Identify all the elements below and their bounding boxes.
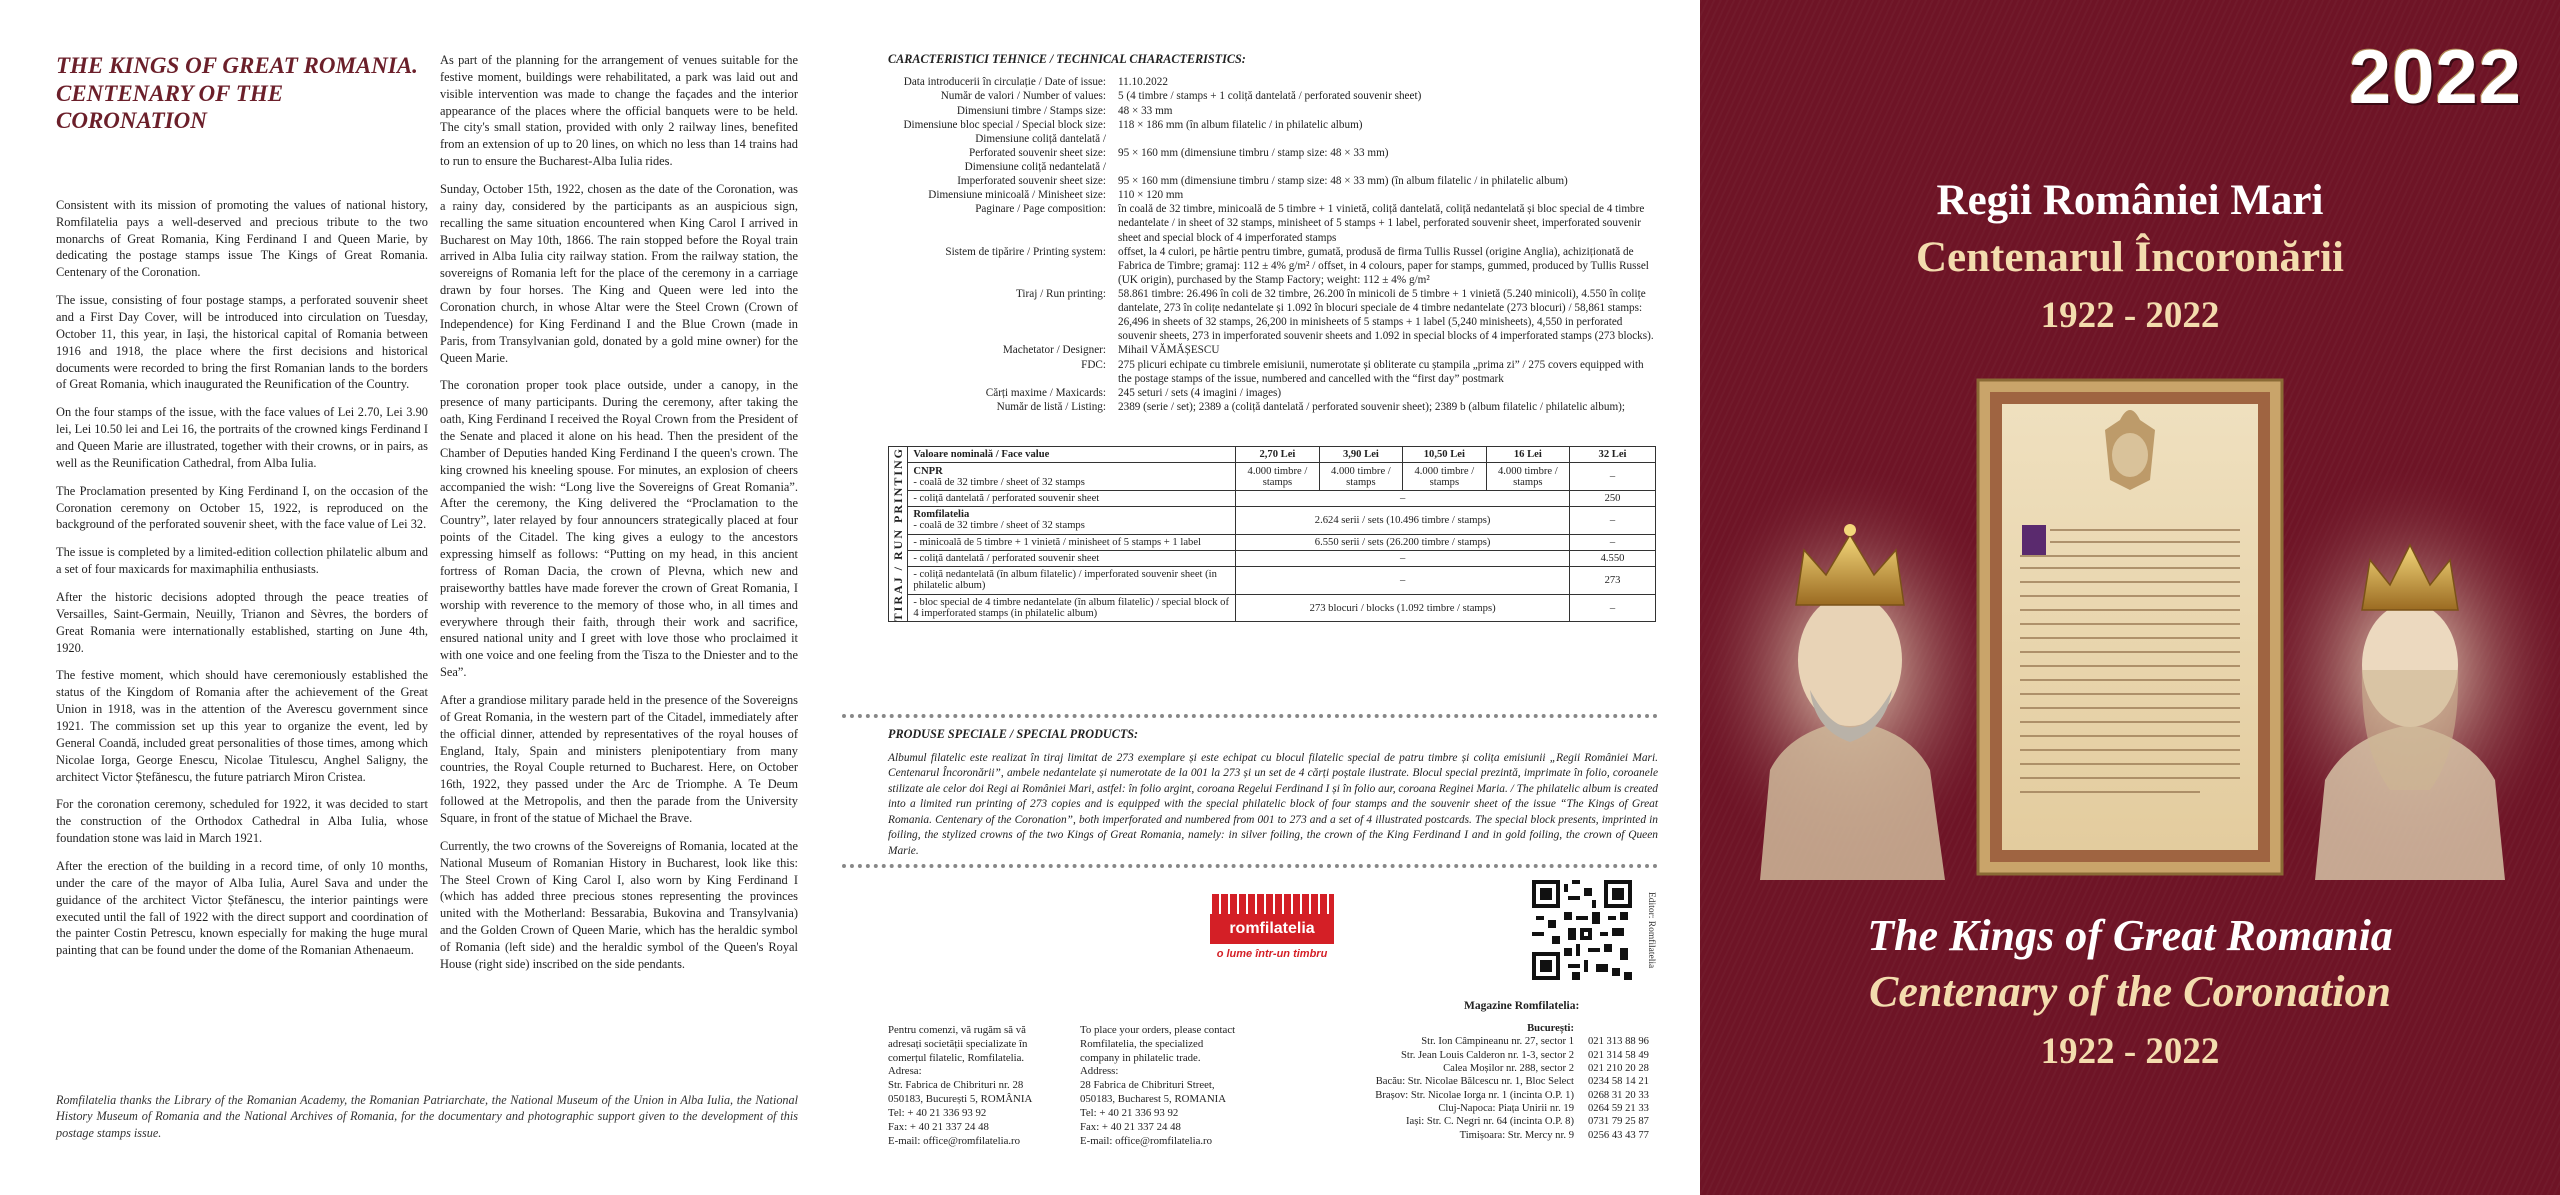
spec-value: în coală de 32 timbre, minicoală de 5 timbre + 1 vinietă, coliță dantelată, coliță nedantelată și bloc special de 4 timbre nedantelate / in sheet of 32 stamps, minisheet of 5 stamps + 1 label, perforated souvenir sheet, imperforated souvenir sheet and special block of 4 imperforated stamps xyxy=(1118,203,1645,244)
store-address: Brașov: Str. Nicolae Iorga nr. 1 (incinta O.P. 1) xyxy=(1375,1089,1574,1101)
acknowledgements: Romfilatelia thanks the Library of the Romanian Academy, the Romanian Patriarchate, the National Museum of the Union in Alba Iulia, the National History Museum of Romania and the National Archives of Romania, for the documentary and photographic support given to the development of this postage stamps issue. xyxy=(56,1093,798,1140)
list-item xyxy=(1360,1035,1660,1048)
cover-year: 2022 xyxy=(2348,35,2522,120)
cover-years-ro: 1922 - 2022 xyxy=(2040,295,2220,336)
address-line: Tel: + 40 21 336 93 92 xyxy=(1080,1106,1179,1119)
magazine-list xyxy=(1360,1022,1660,1142)
address-line: 28 Fabrica de Chibrituri Street, xyxy=(1080,1079,1215,1092)
address-line: Adresa: xyxy=(888,1065,922,1078)
spec-label: Număr de listă / Listing: xyxy=(996,400,1106,413)
coronation-artwork xyxy=(1700,370,2560,880)
paragraph: On the four stamps of the issue, with the face values of Lei 2.70, Lei 3.90 lei, Lei 10.50 lei and Lei 16, the portraits of the crowned kings Ferdinand I and Queen Marie are illustrated, together with their crowns, or in pairs, as well as the Reunification Cathedral, from Alba Iulia. xyxy=(56,405,428,470)
store-phone: 0731 79 25 87 xyxy=(1588,1116,1649,1128)
spec-value: 48 × 33 mm xyxy=(1118,104,1173,117)
table-row: CNPR - coală de 32 timbre / sheet of 32 stamps 4.000 timbre / stamps 4.000 timbre / stamps 4.000 timbre / stamps 4.000 timbre / stamps – xyxy=(889,463,1656,491)
paragraph: Consistent with its mission of promoting the values of national history, Romfilatelia pays a well-deserved and precious tribute to the two monarchs of Great Romania, King Ferdinand I and Queen Marie, by dedicating the postage stamps issue The Kings of Great Romania. Centenary of the Coronation. xyxy=(56,197,428,280)
address-line: Fax: + 40 21 337 24 48 xyxy=(888,1120,989,1133)
table-row: - coliță dantelată / perforated souvenir sheet – 4.550 xyxy=(889,550,1656,566)
store-address: Str. Jean Louis Calderon nr. 1-3, sector 2 xyxy=(1400,1049,1574,1061)
column-1-paragraphs xyxy=(56,197,428,959)
spec-label: Data introducerii în circulație / Date of issue: xyxy=(903,76,1106,89)
spec-value: 118 × 186 mm (în album filatelic / in philatelic album) xyxy=(1118,118,1363,131)
store-address: Bacău: Str. Nicolae Bălcescu nr. 1, Bloc Select xyxy=(1375,1076,1574,1088)
spec-label: Dimensiune minicoală / Minisheet size: xyxy=(928,189,1106,202)
table-row: - bloc special de 4 timbre nedantelate (în album filatelic) / special block of 4 imperforated stamps (in philatelic album) 273 blocuri / blocks (1.092 timbre / stamps) – xyxy=(889,594,1656,622)
paragraph: Sunday, October 15th, 1922, chosen as the date of the Coronation, was a rainy day, considered by the participants as an auspicious sign, recalling the same situation encountered when King Carol I arrived in Bucharest on May 10th, 1866. The rain stopped before the Royal train arrived in Alba Iulia city railway station. From the railway station, the sovereigns of Romania left for the place of the ceremony in a carriage drawn by four horses. The King and Queen were led into the Coronation church, in whose Altar were the Steel Crown (Crown of Independence) for King Ferdinand I and the Blue Crown (made in Paris, from Transylvanian gold, donated by a gold mine owner) for the Queen Marie. xyxy=(440,182,798,365)
spec-label: Perforated souvenir sheet size: xyxy=(969,146,1106,159)
spec-row xyxy=(888,160,1658,174)
king-ferdinand-portrait xyxy=(1700,460,2020,880)
store-address: Str. Ion Câmpineanu nr. 27, sector 1 xyxy=(1421,1036,1574,1048)
store-phone: 0234 58 14 21 xyxy=(1588,1076,1649,1088)
list-item xyxy=(1360,1102,1660,1115)
address-line: E-mail: office@romfilatelia.ro xyxy=(1080,1134,1213,1147)
spec-row xyxy=(888,132,1658,146)
spec-label: Imperforated souvenir sheet size: xyxy=(957,175,1106,188)
paragraph: As part of the planning for the arrangement of venues suitable for the festive moment, buildings were rehabilitated, a park was laid out and visible intervention was made to change the façades and the interior appearance of the places where the official banquets were to be held. The city's small station, provided with only 2 railway lines, benefited from an extension of up to 20 lines, on which no less than 14 trains had to run to ensure the Bucharest-Alba Iulia rides. xyxy=(440,53,798,169)
proclamation-document xyxy=(1978,380,2282,874)
paragraph: After the erection of the building in a record time, of only 10 months, under the care of the mayor of Alba Iulia, Aurel Sava and under the guidance of the architect Victor Ștefănescu, the interior paintings were executed until the fall of 1922 with the direct support and coordination of the painter Costin Petrescu, known especially for making the huge mural painting that can be found under the dome of the Romanian Athenaeum. xyxy=(56,859,428,958)
spec-label: Dimensiune bloc special / Special block size: xyxy=(903,118,1106,131)
store-phone: 0264 59 21 33 xyxy=(1588,1103,1649,1115)
paragraph: The coronation proper took place outside, under a canopy, in the presence of many participants. During the ceremony, after taking the oath, King Ferdinand I received the Royal Crown from the President of the Senate and placed it alone on his head. Then the president of the Chamber of Deputies handed King Ferdinand I the queen's crown. The king crowned his kneeling spouse. For minutes, an explosion of cheers accompanied the wish: “Long live the Sovereigns of Great Romania”. After the ceremony, the King delivered the “Proclamation to the Country”, later relayed by four announcers strategically placed at four points of the Citadel. The king gives a eulogy to the ancestors expressing himself as follows: “Putting on my head, in this ancient fortress of Roman Dacia, the crown of Plevna, which new and praiseworthy battles have made forever the crown of Great Romania, I worship with reverence to the memory of those who, in all times and everywhere through their faith, through their work and sacrifice, ensured national unity and I greet with love those who proclaimed it with one voice and one feeling from the Tisza to the Dniester and to the Sea”. xyxy=(440,378,798,680)
paragraph: The issue is completed by a limited-edition collection philatelic album and a set of four maxicards for maximaphilia enthusiasts. xyxy=(56,545,428,577)
list-item xyxy=(1360,1089,1660,1102)
run-printing-table xyxy=(888,446,1656,622)
store-address: Calea Moșilor nr. 288, sector 2 xyxy=(1443,1063,1574,1075)
dotted-divider xyxy=(842,864,1658,868)
address-line: Fax: + 40 21 337 24 48 xyxy=(1080,1120,1181,1133)
spec-value xyxy=(1118,160,1658,174)
spec-label: Tiraj / Run printing: xyxy=(1015,288,1106,301)
romfilatelia-logo: romfilatelia o lume într-un timbru xyxy=(1207,894,1337,972)
spec-row xyxy=(888,358,1658,386)
address-line: Romfilatelia, the specialized xyxy=(1080,1037,1204,1050)
table-header: 3,90 Lei xyxy=(1319,447,1402,463)
spec-row xyxy=(888,343,1658,357)
magazine-title: Magazine Romfilatelia: xyxy=(1464,1000,1580,1012)
store-address: Cluj-Napoca: Piața Unirii nr. 19 xyxy=(1438,1103,1574,1115)
article-column-2 xyxy=(440,52,798,984)
address-line: 050183, Bucharest 5, ROMANIA xyxy=(1080,1093,1227,1106)
spec-label: Dimensiuni timbre / Stamps size: xyxy=(956,104,1106,117)
page-title: THE KINGS OF GREAT ROMANIA. CENTENARY OF THE CORONATION xyxy=(56,53,418,134)
spec-value: 110 × 120 mm xyxy=(1118,189,1184,202)
special-title: PRODUSE SPECIALE / SPECIAL PRODUCTS: xyxy=(888,727,1139,741)
table-header: 10,50 Lei xyxy=(1403,447,1486,463)
table-row: - minicoală de 5 timbre + 1 vinietă / minisheet of 5 stamps + 1 label 6.550 serii / sets (26.200 timbre / stamps) – xyxy=(889,534,1656,550)
spec-row xyxy=(888,174,1658,188)
spec-label: Machetator / Designer: xyxy=(1002,344,1106,357)
store-address: Timișoara: Str. Mercy nr. 9 xyxy=(1459,1129,1574,1141)
address-line: comerțul filatelic, Romfilatelia. xyxy=(888,1051,1025,1064)
spec-value: 245 seturi / sets (4 imagini / images) xyxy=(1118,386,1282,399)
article-column-1 xyxy=(56,52,428,970)
cover-subtitle-ro: Centenarul Încoronării xyxy=(1915,234,2344,281)
table-header: 2,70 Lei xyxy=(1236,447,1319,463)
store-phone: 0268 31 20 33 xyxy=(1588,1089,1649,1101)
queen-marie-portrait xyxy=(2240,460,2560,880)
list-item xyxy=(1360,1075,1660,1088)
spec-row xyxy=(888,287,1658,343)
special-body: Albumul filatelic este realizat în tiraj limitat de 273 exemplare și este echipat cu blocul filatelic special de patru timbre și colița emisiunii „Regii României Mari. Centenarul Încoronării”, ambele nedantelate și numerotate de la 001 la 273 și un set de 4 cărți poștale ilustrate. Blocul special prezintă, imprimate în folio, coroanele stilizate ale celor doi Regi ai României Mari, astfel: în folio argint, coroana Regelui Ferdinand I și în folio aur, coroana Reginei Maria. / The philatelic album is created into a limited run printing of 273 copies and is equipped with the special philatelic block of four stamps and the souvenir sheet of the issue “The Kings of Great Romania. Centenary of the Coronation”, both imperforated and numbered from 001 to 273 and a set of 4 illustrated postcards. The special block presents, imprinted in foiling, the stylized crowns of the two Kings of Great Romania, namely: in silver foiling, the crown of the King Ferdinand I and in gold foiling, the crown of Queen Marie. xyxy=(888,751,1658,857)
spec-label: Dimensiune coliță dantelată / xyxy=(975,132,1106,145)
paragraph: The issue, consisting of four postage stamps, a perforated souvenir sheet and a First Day Cover, will be introduced into circulation on Tuesday, October 11, this year, in Iași, the historical capital of Romania between 1916 and 1918, the place where the first decisions and historical documents were recorded to bring the first Romanian lands to the borders of Great Romania, which inaugurated the Reunification of the Country. xyxy=(56,293,428,392)
spec-value: 5 (4 timbre / stamps + 1 coliță dantelată / perforated souvenir sheet) xyxy=(1118,90,1422,103)
address-line: To place your orders, please contact xyxy=(1080,1024,1236,1036)
cover-subtitle-en: Centenary of the Coronation xyxy=(1869,967,2391,1016)
spec-label: Cărți maxime / Maxicards: xyxy=(985,386,1106,399)
cover-title-en: The Kings of Great Romania xyxy=(1867,911,2393,960)
run-printing-vertical-label: TIRAJ / RUN PRINTING xyxy=(889,447,908,622)
address-line: Tel: + 40 21 336 93 92 xyxy=(888,1106,987,1119)
editor-note: Editor: Romfilatelia xyxy=(1646,892,1656,969)
spec-label: Sistem de tipărire / Printing system: xyxy=(945,245,1106,258)
dotted-divider xyxy=(842,714,1658,718)
spec-row xyxy=(888,146,1658,160)
address-line: company in philatelic trade. xyxy=(1080,1051,1201,1064)
qr-code-icon xyxy=(1532,880,1632,980)
spec-label: Dimensiune coliță nedantelată / xyxy=(964,161,1106,174)
store-address: Iași: Str. C. Negri nr. 64 (incinta O.P. 8) xyxy=(1405,1116,1574,1128)
spec-row xyxy=(888,89,1658,103)
spec-value: 2389 (serie / set); 2389 a (coliță dantelată / perforated souvenir sheet); 2389 b (album filatelic / philatelic album); xyxy=(1118,400,1625,413)
spec-row xyxy=(888,75,1658,89)
cover-title-ro: Regii României Mari xyxy=(1936,177,2324,224)
spec-value: Mihail VĂMĂȘESCU xyxy=(1118,344,1220,357)
table-row: - coliță nedantelată (în album filatelic) / imperforated souvenir sheet (in philatelic album) – 273 xyxy=(889,567,1656,595)
address-line: adresați societății specializate în xyxy=(888,1037,1028,1050)
spec-value xyxy=(1118,132,1658,146)
magazine-city: București: xyxy=(1527,1023,1574,1034)
special-products xyxy=(888,726,1658,859)
spec-row xyxy=(888,400,1658,414)
spec-value: 275 plicuri echipate cu timbrele emisiunii, numerotate și obliterate cu ștampila „prima zi” / 275 covers equipped with the postage stamps of the issue, numbered and cancelled with the “first day” postmark xyxy=(1118,358,1644,385)
spec-row xyxy=(888,104,1658,118)
cover-years-en: 1922 - 2022 xyxy=(2040,1031,2220,1072)
spec-row xyxy=(888,245,1658,287)
paragraph: Currently, the two crowns of the Sovereigns of Romania, located at the National Museum of Romanian History in Bucharest, look like this: The Steel Crown of King Carol I, also worn by King Ferdinand I (which has added three precious stones representing the provinces united with the Motherland: Bessarabia, Bukovina and Transylvania) and the Golden Crown of Queen Marie, which has the heraldic symbol of Romania (left side) and the heraldic symbol of the Queen's Royal House (right side) inscribed on the side pendants. xyxy=(440,838,798,971)
spec-value: 11.10.2022 xyxy=(1118,76,1168,89)
list-item xyxy=(1360,1129,1660,1142)
list-item xyxy=(1360,1115,1660,1128)
spec-value: 95 × 160 mm (dimensiune timbru / stamp size: 48 × 33 mm) xyxy=(1118,146,1389,159)
store-phone: 021 314 58 49 xyxy=(1588,1049,1649,1061)
spec-row xyxy=(888,188,1658,202)
address-line: Address: xyxy=(1080,1065,1119,1078)
address-line: E-mail: office@romfilatelia.ro xyxy=(888,1134,1021,1147)
spec-row xyxy=(888,118,1658,132)
spec-value: offset, la 4 culori, pe hârtie pentru timbre, gumată, produsă de firma Tullis Russel (origine Anglia), achiziționată de Fabrica de Timbre; gramaj: 112 ± 4% g/m² / offset, in 4 colours, paper for stamps, gummed, produced by Tullis Russel (UK origin), purchased by the Stamp Factory; weight: 112 ± 4% g/m² xyxy=(1118,245,1649,286)
table-row: - coliță dantelată / perforated souvenir sheet – 250 xyxy=(889,490,1656,506)
address-line: 050183, București 5, ROMÂNIA xyxy=(888,1093,1033,1106)
store-phone: 021 210 20 28 xyxy=(1588,1063,1649,1075)
spec-label: Număr de valori / Number of values: xyxy=(940,90,1106,103)
table-header: Valoare nominală / Face value xyxy=(908,447,1236,463)
paragraph: After the historic decisions adopted through the peace treaties of Versailles, Saint-Germain, Neuilly, Trianon and Sèvres, the borders of Great Romania were internationally established, starting on June 4th, 1920. xyxy=(56,589,428,655)
technical-characteristics xyxy=(888,52,1658,414)
spec-label: Paginare / Page composition: xyxy=(975,203,1106,216)
paragraph: After a grandiose military parade held in the presence of the Sovereigns of Great Romania, in the western part of the Citadel, immediately after the official dinner, attended by representatives of the royal houses of England, Italy, Spain and ministers plenipotentiary from many countries, the Royal Couple returned to Bucharest. Here, on October 16th, 1922, they passed under the Arc de Triomphe. A Te Deum followed at the Metropolis, and then the parade from the University Square, in front of the statue of Michael the Brave. xyxy=(440,692,798,825)
spec-row xyxy=(888,202,1658,244)
spec-value: 95 × 160 mm (dimensiune timbru / stamp size: 48 × 33 mm) (în album filatelic / in philatelic album) xyxy=(1118,175,1568,188)
list-item xyxy=(1360,1062,1660,1075)
table-header: 16 Lei xyxy=(1486,447,1569,463)
spec-value: 58.861 timbre: 26.496 în coli de 32 timbre, 26.200 în minicoli de 5 timbre + 1 vinietă (5.240 minicoli), 4.550 în colițe dantelate, 273 în colițe nedantelate și 1.092 în blocuri speciale de 4 timbre nedantelate (273 blocuri) / 58,861 stamps: 26,496 in sheets of 32 stamps, 26,200 in minisheets of 5 stamps + 1 label (5,240 minisheets), 4,550 in perforated souvenir sheets, 273 in imperforated souvenir sheets and 1.092 in special blocks of 4 imperforated stamps (273 blocks). xyxy=(1118,288,1654,343)
paragraph: For the coronation ceremony, scheduled for 1922, it was decided to start the construction of the Orthodox Cathedral in Alba Iulia, whose foundation stone was laid in March 1921. xyxy=(56,797,428,846)
store-phone: 021 313 88 96 xyxy=(1588,1036,1649,1048)
column-2-paragraphs xyxy=(440,52,798,973)
table-header: 32 Lei xyxy=(1570,447,1656,463)
address-line: Str. Fabrica de Chibrituri nr. 28 xyxy=(888,1079,1024,1092)
paragraph: The festive moment, which should have ceremoniously established the status of the Kingdom of Romania after the achievement of the Great Union in 1918, was in the attention of the Averescu government since 1921. The commission set up this year to organize the event, led by General Coandă, included great personalities of those times, among which Nicolae Iorga, George Enescu, Nicolae Titulescu, Anghel Saligny, the architect Victor Ștefănescu, the future patriarch Miron Cristea. xyxy=(56,668,428,784)
tech-rows xyxy=(888,75,1658,414)
orders-ro xyxy=(888,1024,1032,1148)
table-row: Romfilatelia - coală de 32 timbre / sheet of 32 stamps 2.624 serii / sets (10.496 timbre / stamps) – xyxy=(889,507,1656,535)
orders-en xyxy=(1080,1024,1235,1148)
store-phone: 0256 43 43 77 xyxy=(1588,1129,1649,1141)
cover-panel xyxy=(1700,0,2560,1195)
spec-label: FDC: xyxy=(1081,358,1106,371)
list-item xyxy=(1360,1049,1660,1062)
tech-title: CARACTERISTICI TEHNICE / TECHNICAL CHARACTERISTICS: xyxy=(888,52,1246,66)
paragraph: The Proclamation presented by King Ferdinand I, on the occasion of the Coronation ceremony on October 15, 1922, is reproduced on the background of the perforated souvenir sheet, with the face value of Lei 32. xyxy=(56,483,428,532)
spec-row xyxy=(888,386,1658,400)
address-line: Pentru comenzi, vă rugăm să vă xyxy=(888,1024,1026,1036)
